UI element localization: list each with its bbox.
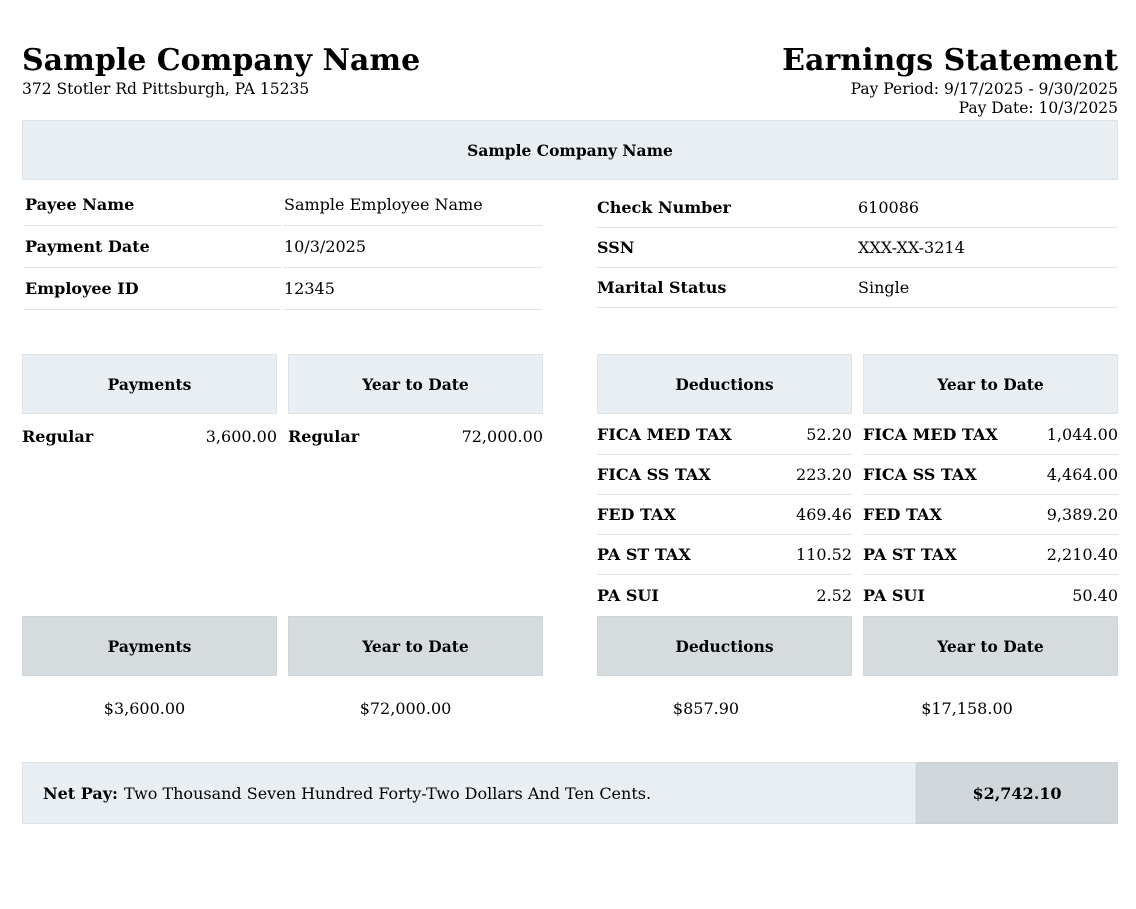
info-row-marital-status: [597, 268, 1117, 308]
deduction-label: FICA SS TAX: [597, 465, 711, 484]
deduction-ytd-amount: 50.40: [1072, 585, 1118, 605]
deductions-ytd-header: Year to Date: [863, 354, 1118, 414]
deductions-ytd-total: $17,158.00: [921, 699, 1013, 718]
pay-period: Pay Period: 9/17/2025 - 9/30/2025: [850, 80, 1118, 98]
deduction-label: FED TAX: [863, 505, 942, 524]
deduction-ytd-amount: 2,210.40: [1046, 545, 1118, 564]
deduction-label: FICA MED TAX: [597, 425, 732, 444]
payments-ytd-total-header: Year to Date: [288, 616, 543, 676]
deduction-label: PA SUI: [597, 585, 659, 605]
info-row-employee-id: [24, 268, 542, 310]
deduction-label: FICA SS TAX: [863, 465, 977, 484]
deduction-label: PA ST TAX: [863, 545, 957, 564]
payments-total-header: Payments: [22, 616, 277, 676]
deduction-ytd-line: [863, 495, 1118, 535]
payment-ytd-amount: 72,000.00: [461, 426, 543, 446]
info-row-check-number: [597, 187, 1117, 228]
info-value: XXX-XX-3214: [858, 238, 965, 257]
info-value: 10/3/2025: [284, 226, 542, 268]
company-address: 372 Stotler Rd Pittsburgh, PA 15235: [22, 80, 310, 98]
deduction-ytd-line: [863, 535, 1118, 575]
deduction-line: [597, 455, 852, 495]
deduction-label: PA ST TAX: [597, 545, 691, 564]
net-pay-bar: [22, 762, 916, 824]
info-value: Sample Employee Name: [284, 184, 542, 226]
deduction-line: [597, 495, 852, 535]
pay-date: Pay Date: 10/3/2025: [958, 99, 1118, 117]
info-row-payment-date: [24, 226, 542, 268]
info-label: Marital Status: [597, 278, 727, 297]
deduction-label: PA SUI: [863, 585, 925, 605]
deduction-line: [597, 535, 852, 575]
info-label: Payment Date: [24, 226, 281, 268]
payment-label: Regular: [22, 426, 94, 446]
deductions-header: Deductions: [597, 354, 852, 414]
net-pay-words: Two Thousand Seven Hundred Forty-Two Dollars And Ten Cents.: [123, 783, 652, 803]
payments-ytd-total: $72,000.00: [359, 699, 452, 718]
deduction-ytd-amount: 1,044.00: [1046, 425, 1118, 444]
company-banner: Sample Company Name: [22, 120, 1118, 180]
company-name: Sample Company Name: [22, 43, 421, 78]
payments-ytd-header: Year to Date: [288, 354, 543, 414]
net-pay-amount: $2,742.10: [916, 762, 1118, 824]
deduction-amount: 469.46: [796, 505, 852, 524]
deduction-ytd-amount: 9,389.20: [1046, 505, 1118, 524]
info-value: Single: [858, 278, 910, 297]
payment-line: [22, 418, 277, 454]
info-value: 12345: [284, 268, 542, 310]
deduction-ytd-line: [863, 415, 1118, 455]
deductions-ytd-total-header: Year to Date: [863, 616, 1118, 676]
deductions-total-header: Deductions: [597, 616, 852, 676]
payment-ytd-line: [288, 418, 543, 454]
deduction-line: [597, 415, 852, 455]
info-value: 610086: [858, 197, 920, 217]
net-pay-label: Net Pay:: [43, 783, 118, 803]
payments-total: $3,600.00: [103, 699, 186, 718]
payment-amount: 3,600.00: [205, 426, 277, 446]
info-label: SSN: [597, 238, 635, 257]
payment-label: Regular: [288, 426, 360, 446]
deduction-line: [597, 575, 852, 615]
deduction-amount: 2.52: [816, 585, 852, 605]
statement-title: Earnings Statement: [782, 43, 1118, 78]
deductions-total: $857.90: [672, 699, 740, 718]
deduction-amount: 110.52: [796, 545, 852, 564]
deduction-amount: 52.20: [806, 425, 852, 444]
deduction-label: FED TAX: [597, 505, 676, 524]
deduction-amount: 223.20: [796, 465, 852, 484]
deduction-ytd-line: [863, 575, 1118, 615]
info-label: Check Number: [597, 197, 731, 217]
info-label: Payee Name: [24, 184, 281, 226]
deduction-ytd-line: [863, 455, 1118, 495]
info-row-payee-name: [24, 184, 542, 226]
info-label: Employee ID: [24, 268, 281, 310]
payments-header: Payments: [22, 354, 277, 414]
deduction-ytd-amount: 4,464.00: [1046, 465, 1118, 484]
deduction-label: FICA MED TAX: [863, 425, 998, 444]
info-row-ssn: [597, 228, 1117, 268]
